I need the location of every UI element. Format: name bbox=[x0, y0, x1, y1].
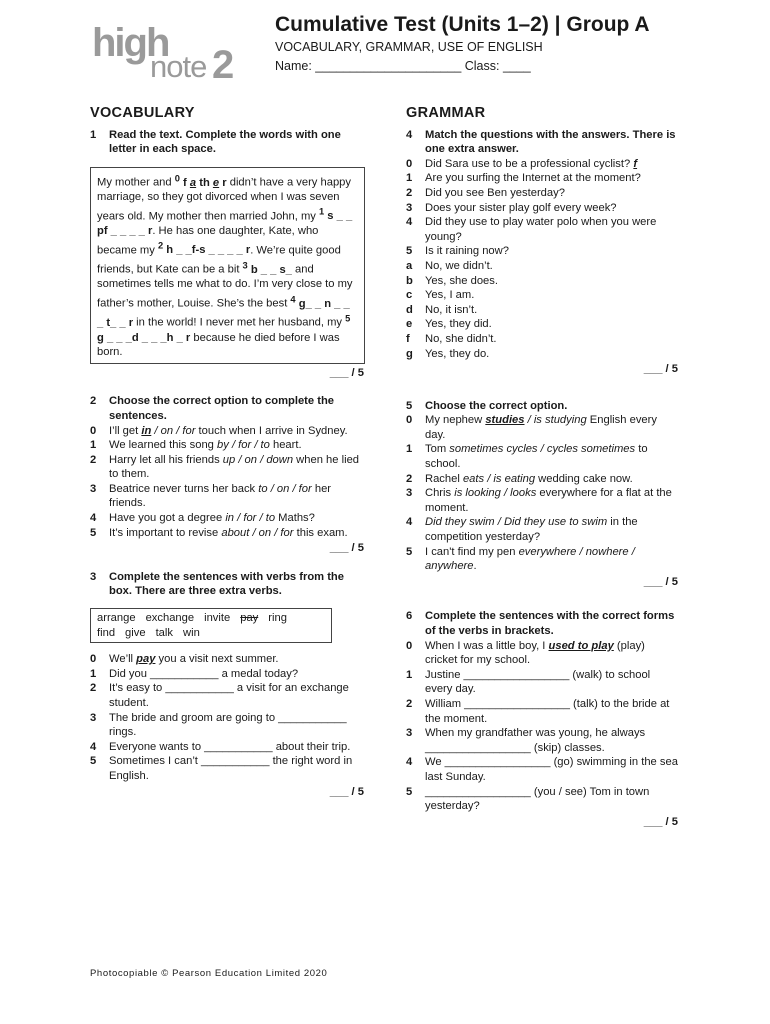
exercise-4-question-5[interactable]: 5 Is it raining now? bbox=[406, 245, 509, 258]
exercise-6-item-5[interactable]: 5 _________________ (you / see) Tom in town yesterday? bbox=[406, 785, 650, 813]
exercise-5-item-4[interactable]: 4 Did they swim / Did they use to swim in the competition yesterday? bbox=[406, 516, 638, 544]
exercise-5-item-3[interactable]: 3 Chris is looking / looks everywhere for a flat at the moment. bbox=[406, 487, 672, 514]
gap-3[interactable]: b _ _ s_ bbox=[247, 263, 292, 276]
exercise-3-item-3[interactable]: 3 The bride and groom are going to ___________ rings. bbox=[90, 711, 347, 739]
exercise-4-question-4[interactable]: 4 Did they use to play water polo when you were young? bbox=[406, 216, 657, 243]
word: talk bbox=[155, 626, 173, 639]
exercise-4-answer-a: a No, we didn’t. bbox=[406, 259, 493, 272]
exercise-4-question-3[interactable]: 3 Does your sister play golf every week? bbox=[406, 201, 617, 214]
exercise-6-item-2[interactable]: 2 William _________________ (talk) to the bride at the moment. bbox=[406, 697, 670, 725]
exercise-5-score: ___ / 5 bbox=[643, 575, 678, 588]
exercise-5-item-5[interactable]: 5 I can't find my pen everywhere / nowhere / anywhere. bbox=[406, 545, 635, 573]
exercise-4-instruction: 4 Match the questions with the answers. There is one extra answer. bbox=[406, 128, 676, 156]
high-note-2-logo bbox=[90, 16, 250, 82]
grammar-heading: GRAMMAR bbox=[406, 105, 486, 121]
exercise-3-item-4[interactable]: 4 Everyone wants to ___________ about their trip. bbox=[90, 740, 351, 753]
exercise-2-item-5[interactable]: 5 It’s important to revise about / on / for this exam. bbox=[90, 526, 348, 539]
exercise-5-item-2[interactable]: 2 Rachel eats / is eating wedding cake now. bbox=[406, 472, 633, 485]
word: win bbox=[183, 626, 200, 639]
word-box bbox=[90, 608, 332, 643]
exercise-1-instruction: 1 Read the text. Complete the words with one letter in each space. bbox=[90, 128, 341, 156]
exercise-4-answer-e: e Yes, they did. bbox=[406, 318, 492, 331]
vocabulary-column bbox=[90, 106, 365, 799]
exercise-5-instruction: 5 Choose the correct option. bbox=[406, 399, 568, 412]
exercise-1-score: ___ / 5 bbox=[329, 366, 364, 379]
exercise-2-instruction: 2 Choose the correct option to complete the sentences. bbox=[90, 395, 335, 422]
gap-1[interactable]: s _ _ pf _ _ _ _ r bbox=[97, 210, 353, 238]
word: give bbox=[125, 626, 146, 639]
exercise-5-item-0: 0 My nephew studies / is studying English every day. bbox=[406, 414, 657, 441]
exercise-4-question-1[interactable]: 1 Are you surfing the Internet at the moment? bbox=[406, 172, 641, 185]
exercise-4-answer-b: b Yes, she does. bbox=[406, 274, 498, 287]
exercise-4-score: ___ / 5 bbox=[643, 363, 678, 376]
exercise-6-item-1[interactable]: 1 Justine _________________ (walk) to school every day. bbox=[406, 668, 651, 696]
word: ring bbox=[268, 612, 287, 625]
exercise-3-instruction: 3 Complete the sentences with verbs from the box. There are three extra verbs. bbox=[90, 570, 344, 598]
page-subtitle: VOCABULARY, GRAMMAR, USE OF ENGLISH bbox=[275, 40, 543, 54]
copyright-footer: Photocopiable © Pearson Education Limited 2020 bbox=[90, 968, 328, 979]
exercise-4-question-0: 0 Did Sara use to be a professional cyclist? f bbox=[406, 157, 638, 170]
exercise-3-item-0: 0 We’ll pay you a visit next summer. bbox=[90, 653, 279, 666]
word: arrange bbox=[97, 612, 136, 625]
gap-5[interactable]: g _ _ _d _ _ _h _ r bbox=[97, 331, 191, 344]
exercise-4-question-2[interactable]: 2 Did you see Ben yesterday? bbox=[406, 186, 565, 199]
exercise-4-answer-c: c Yes, I am. bbox=[406, 289, 475, 302]
exercise-1-text-box: My mother and $^0$ f a th e r didn’t have a very happy marriage, so they got divorced when I was seven years old. My mother then married John, my $^1$ s _ _ pf _ _ _ _ r. He has one daughter, Kate, who became my $^2$ h _ _f-s _ _ _ _ r. We’re quite good friends, but Kate can be a bit $^3$ b _ _ s_ and sometimes tells me what to do. I’m very close to my father’s mother, Louise. She’s the best $^4$ g_ _ n _ _ _ t_ _ r in the world! I never met her husband, my $^5$ g _ _ _d _ _ _h _ r because he died before I was born. bbox=[90, 167, 365, 364]
exercise-2-item-2[interactable]: 2 Harry let all his friends up / on / down when he lied to them. bbox=[90, 453, 360, 481]
exercise-2-item-0: 0 I’ll get in / on / for touch when I arrive in Sydney. bbox=[90, 424, 348, 437]
example-answer: a bbox=[189, 176, 197, 189]
exercise-3-item-2[interactable]: 2 It’s easy to ___________ a visit for an exchange student. bbox=[90, 682, 349, 709]
exercise-5-item-1[interactable]: 1 Tom sometimes cycles / cycles sometimes to school. bbox=[406, 443, 648, 471]
word: find bbox=[97, 626, 116, 639]
gap-4[interactable]: g_ _ n _ _ _ t_ _ r bbox=[97, 297, 350, 329]
logo-word-high: high bbox=[92, 21, 169, 65]
exercise-2-item-3[interactable]: 3 Beatrice never turns her back to / on / for her friends. bbox=[90, 482, 332, 510]
exercise-4-answer-d: d No, it isn’t. bbox=[406, 303, 478, 316]
logo-number: 2 bbox=[212, 43, 235, 82]
exercise-6-instruction: 6 Complete the sentences with the correct forms of the verbs in brackets. bbox=[406, 610, 675, 637]
word: invite bbox=[204, 612, 231, 625]
exercise-3-score: ___ / 5 bbox=[329, 785, 364, 798]
word: exchange bbox=[145, 612, 195, 625]
name-class-line[interactable]: Name: _____________________ Class: ____ bbox=[275, 59, 531, 73]
page-title: Cumulative Test (Units 1–2) | Group A bbox=[275, 13, 650, 36]
exercise-3-item-1[interactable]: 1 Did you ___________ a medal today? bbox=[90, 667, 299, 680]
exercise-3-item-5[interactable]: 5 Sometimes I can’t ___________ the right word in English. bbox=[90, 755, 353, 782]
exercise-2-score: ___ / 5 bbox=[329, 542, 364, 555]
exercise-6-item-4[interactable]: 4 We _________________ (go) swimming in the sea last Sunday. bbox=[406, 756, 678, 783]
exercise-2-item-1[interactable]: 1 We learned this song by / for / to heart. bbox=[90, 439, 302, 452]
exercise-6-score: ___ / 5 bbox=[643, 815, 678, 828]
exercise-6-item-0: 0 When I was a little boy, I used to play (play) cricket for my school. bbox=[406, 639, 645, 667]
logo-word-note: note bbox=[150, 49, 207, 82]
word-crossed-out: pay bbox=[240, 612, 259, 625]
grammar-column bbox=[406, 106, 678, 829]
exercise-6-item-3[interactable]: 3 When my grandfather was young, he always _________________ (skip) classes. bbox=[406, 727, 646, 754]
exercise-2-item-4[interactable]: 4 Have you got a degree in / for / to Maths? bbox=[90, 512, 315, 525]
exercise-4-answer-g: g Yes, they do. bbox=[406, 347, 490, 360]
gap-2[interactable]: h _ _f-s _ _ _ _ r bbox=[163, 244, 251, 257]
exercise-4-answer-f: f No, she didn’t. bbox=[406, 332, 497, 345]
vocabulary-heading: VOCABULARY bbox=[90, 105, 195, 121]
